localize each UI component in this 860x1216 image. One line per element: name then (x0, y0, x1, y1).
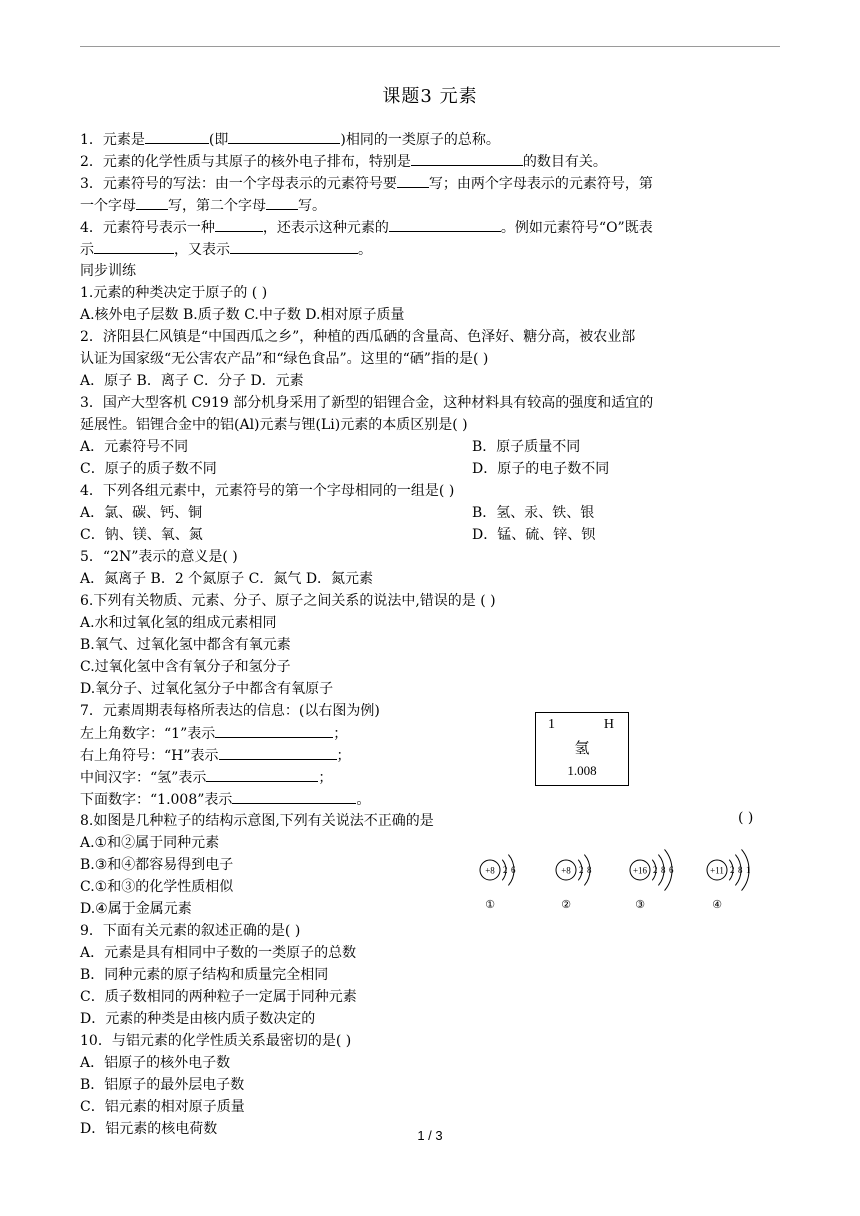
text-line (80, 260, 136, 282)
line-text: 8.如图是几种粒子的结构示意图,下列有关说法不正确的是 (80, 813, 434, 829)
line-text: 的数目有关。 (522, 154, 607, 170)
text-line (80, 678, 333, 700)
text-line (80, 964, 328, 986)
electron-count: 8 (738, 865, 743, 875)
line-text: A．铝原子的核外电子数 (80, 1055, 231, 1071)
line-text: C．质子数相同的两种粒子一定属于同种元素 (80, 989, 357, 1005)
text-line (80, 546, 238, 568)
atomic-mass: 1.008 (567, 763, 597, 778)
nucleus-charge: +11 (710, 865, 724, 876)
text-line (80, 370, 304, 392)
header-rule (80, 46, 780, 47)
text-line (80, 722, 347, 745)
line-text: 4．元素符号表示一种 (80, 220, 215, 236)
text-line (80, 854, 233, 876)
line-text: 示 (80, 242, 94, 258)
periodic-table-cell (535, 712, 629, 786)
text-line (80, 986, 357, 1008)
fill-in-blank[interactable] (136, 194, 168, 210)
line-text: ； (333, 726, 348, 742)
line-text: 10．与铝元素的化学性质关系最密切的是( ) (80, 1033, 352, 1049)
line-text: ，又表示 (174, 242, 230, 258)
line-text: B．铝原子的最外层电子数 (80, 1077, 245, 1093)
line-text: C．原子的质子数不同 (80, 461, 217, 477)
text-line (80, 1052, 230, 1074)
electron-count: 2 (730, 865, 735, 875)
text-line (80, 744, 351, 767)
text-line (80, 480, 454, 502)
text-line (80, 150, 607, 173)
text-line (80, 700, 380, 722)
text-line (80, 942, 356, 964)
nucleus-charge: +8 (485, 865, 495, 876)
electron-count: 8 (587, 865, 592, 875)
text-line (80, 1096, 245, 1118)
atom-diagram (630, 849, 674, 911)
line-text: C．铝元素的相对原子质量 (80, 1099, 245, 1115)
fill-in-blank[interactable] (206, 766, 318, 782)
option-right: D．锰、硫、锌、钡 (472, 527, 596, 543)
electron-count: 1 (746, 865, 751, 875)
line-text: A.水和过氧化氢的组成元素相同 (80, 615, 277, 631)
text-line (80, 1008, 315, 1030)
atom-structure-diagrams (462, 842, 762, 914)
option-right: D．原子的电子数不同 (472, 461, 610, 477)
line-text: 中间汉字：“氢”表示 (80, 770, 207, 786)
line-text: 认证为国家级“无公害农产品”和“绿色食品”。这里的“硒”指的是( ) (80, 351, 489, 367)
electron-count: 2 (579, 865, 584, 875)
line-text: 2．济阳县仁风镇是“中国西瓜之乡”，种植的西瓜硒的含量高、色泽好、糖分高，被农业部 (80, 329, 636, 345)
text-line (80, 238, 372, 261)
nucleus-charge: +8 (561, 865, 571, 876)
element-name: 氢 (574, 741, 590, 757)
line-text: (即 (208, 132, 229, 148)
line-text: 5．“2N”表示的意义是( ) (80, 549, 238, 565)
fill-in-blank[interactable] (389, 216, 501, 232)
line-text: D．元素的种类是由核内质子数决定的 (80, 1011, 316, 1027)
line-text: 同步训练 (80, 263, 136, 279)
line-text: ； (336, 748, 351, 764)
text-line (80, 1074, 244, 1096)
diagram-label: ① (485, 898, 495, 911)
text-line (80, 172, 653, 195)
electron-count: 2 (503, 865, 508, 875)
line-text: 3．元素符号的写法：由一个字母表示的元素符号要 (80, 176, 397, 192)
fill-in-blank[interactable] (94, 238, 174, 254)
text-line (80, 414, 468, 436)
line-text: D.氧分子、过氧化氢分子中都含有氧原子 (80, 681, 334, 697)
electron-count: 2 (653, 865, 658, 875)
element-symbol: H (603, 717, 614, 732)
atomic-number: 1 (548, 717, 555, 732)
line-text: 4．下列各组元素中，元素符号的第一个字母相同的一组是( ) (80, 483, 455, 499)
line-text: A．元素是具有相同中子数的一类原子的总数 (80, 945, 357, 961)
text-line (80, 766, 332, 789)
line-text: C.过氧化氢中含有氧分子和氢分子 (80, 659, 291, 675)
line-text: 写，第二个字母 (168, 198, 266, 214)
text-line (80, 216, 653, 239)
line-text: 下面数字：“1.008”表示 (80, 792, 233, 808)
atom-diagram (707, 849, 751, 911)
fill-in-blank[interactable] (219, 744, 337, 760)
line-text: A.①和②属于同种元素 (80, 835, 220, 851)
fill-in-blank[interactable] (397, 172, 429, 188)
line-text: A．氮离子 B．2 个氮原子 C．氮气 D．氮元素 (80, 571, 374, 587)
text-line (80, 392, 653, 414)
text-line (80, 458, 217, 480)
text-line (80, 326, 635, 348)
option-right: B．氢、汞、铁、银 (472, 505, 595, 521)
text-line (80, 568, 373, 590)
atom-diagram (480, 855, 516, 911)
line-text: ； (318, 770, 333, 786)
line-text: 1.元素的种类决定于原子的 ( ) (80, 285, 268, 301)
line-text: B.氧气、过氧化氢中都含有氧元素 (80, 637, 291, 653)
line-text: 。 (356, 792, 371, 808)
text-line (80, 920, 300, 942)
diagram-label: ② (561, 898, 571, 911)
fill-in-blank[interactable] (230, 238, 358, 254)
text-line (80, 612, 277, 634)
line-text: ，还表示这种元素的 (262, 220, 389, 236)
diagram-label: ④ (712, 898, 722, 911)
atom-diagram (556, 855, 592, 911)
line-text: D.④属于金属元素 (80, 901, 192, 917)
line-text: 左上角数字：“1”表示 (80, 726, 216, 742)
line-text: C．钠、镁、氧、氮 (80, 527, 203, 543)
line-text: A．元素符号不同 (80, 439, 189, 455)
fill-in-blank[interactable] (411, 150, 523, 166)
text-line (80, 810, 434, 832)
text-line (80, 1030, 351, 1052)
fill-in-blank[interactable] (228, 128, 340, 144)
line-text: 9．下面有关元素的叙述正确的是( ) (80, 923, 301, 939)
line-text: 6.下列有关物质、元素、分子、原子之间关系的说法中,错误的是 ( ) (80, 593, 496, 609)
line-text: A.核外电子层数 B.质子数 C.中子数 D.相对原子质量 (80, 307, 405, 323)
line-text: A．氯、碳、钙、铜 (80, 505, 203, 521)
electron-count: 6 (511, 865, 516, 875)
line-text: 写；由两个字母表示的元素符号，第 (428, 176, 653, 192)
line-text: 。 (358, 242, 372, 258)
text-line (80, 832, 219, 854)
text-line (80, 656, 291, 678)
text-line (80, 634, 291, 656)
electron-count: 6 (669, 865, 674, 875)
text-line (80, 788, 370, 811)
text-line (80, 304, 405, 326)
text-line (80, 436, 188, 458)
text-line (80, 282, 267, 304)
line-text: B．同种元素的原子结构和质量完全相同 (80, 967, 329, 983)
q8-answer-paren: ( ) (738, 810, 754, 826)
line-text: )相同的一类原子的总称。 (340, 132, 500, 148)
text-line (80, 898, 192, 920)
fill-in-blank[interactable] (215, 216, 263, 232)
text-line (80, 524, 203, 546)
fill-in-blank[interactable] (266, 194, 298, 210)
page-title: 课题3 元素 (382, 86, 478, 107)
fill-in-blank[interactable] (145, 128, 209, 144)
line-text: 一个字母 (80, 198, 136, 214)
line-text: 。例如元素符号“O”既表 (500, 220, 653, 236)
line-text: 1．元素是 (80, 132, 145, 148)
line-text: 7．元素周期表每格所表达的信息：(以右图为例) (80, 703, 380, 719)
page-number: 1 / 3 (417, 1128, 443, 1143)
nucleus-charge: +16 (632, 865, 648, 876)
line-text: A．原子 B．离子 C．分子 D．元素 (80, 373, 304, 389)
text-line (80, 128, 500, 151)
line-text: 写。 (298, 198, 326, 214)
text-line (80, 502, 202, 524)
line-text: 右上角符号：“H”表示 (80, 748, 219, 764)
diagram-label: ③ (635, 898, 645, 911)
line-text: 2．元素的化学性质与其原子的核外电子排布，特别是 (80, 154, 411, 170)
electron-count: 8 (661, 865, 666, 875)
text-line (80, 590, 496, 612)
option-right: B．原子质量不同 (472, 439, 581, 455)
line-text: 3．国产大型客机 C919 部分机身采用了新型的铝锂合金，这种材料具有较高的强度和适宜的 (80, 395, 654, 411)
line-text: 延展性。铝锂合金中的铝(Al)元素与锂(Li)元素的本质区别是( ) (80, 417, 468, 433)
text-line (80, 876, 233, 898)
line-text: D．铝元素的核电荷数 (80, 1121, 218, 1137)
line-text: C.①和③的化学性质相似 (80, 879, 234, 895)
text-line (80, 194, 326, 217)
fill-in-blank[interactable] (215, 722, 333, 738)
text-line (80, 348, 488, 370)
line-text: B.③和④都容易得到电子 (80, 857, 234, 873)
fill-in-blank[interactable] (232, 788, 356, 804)
